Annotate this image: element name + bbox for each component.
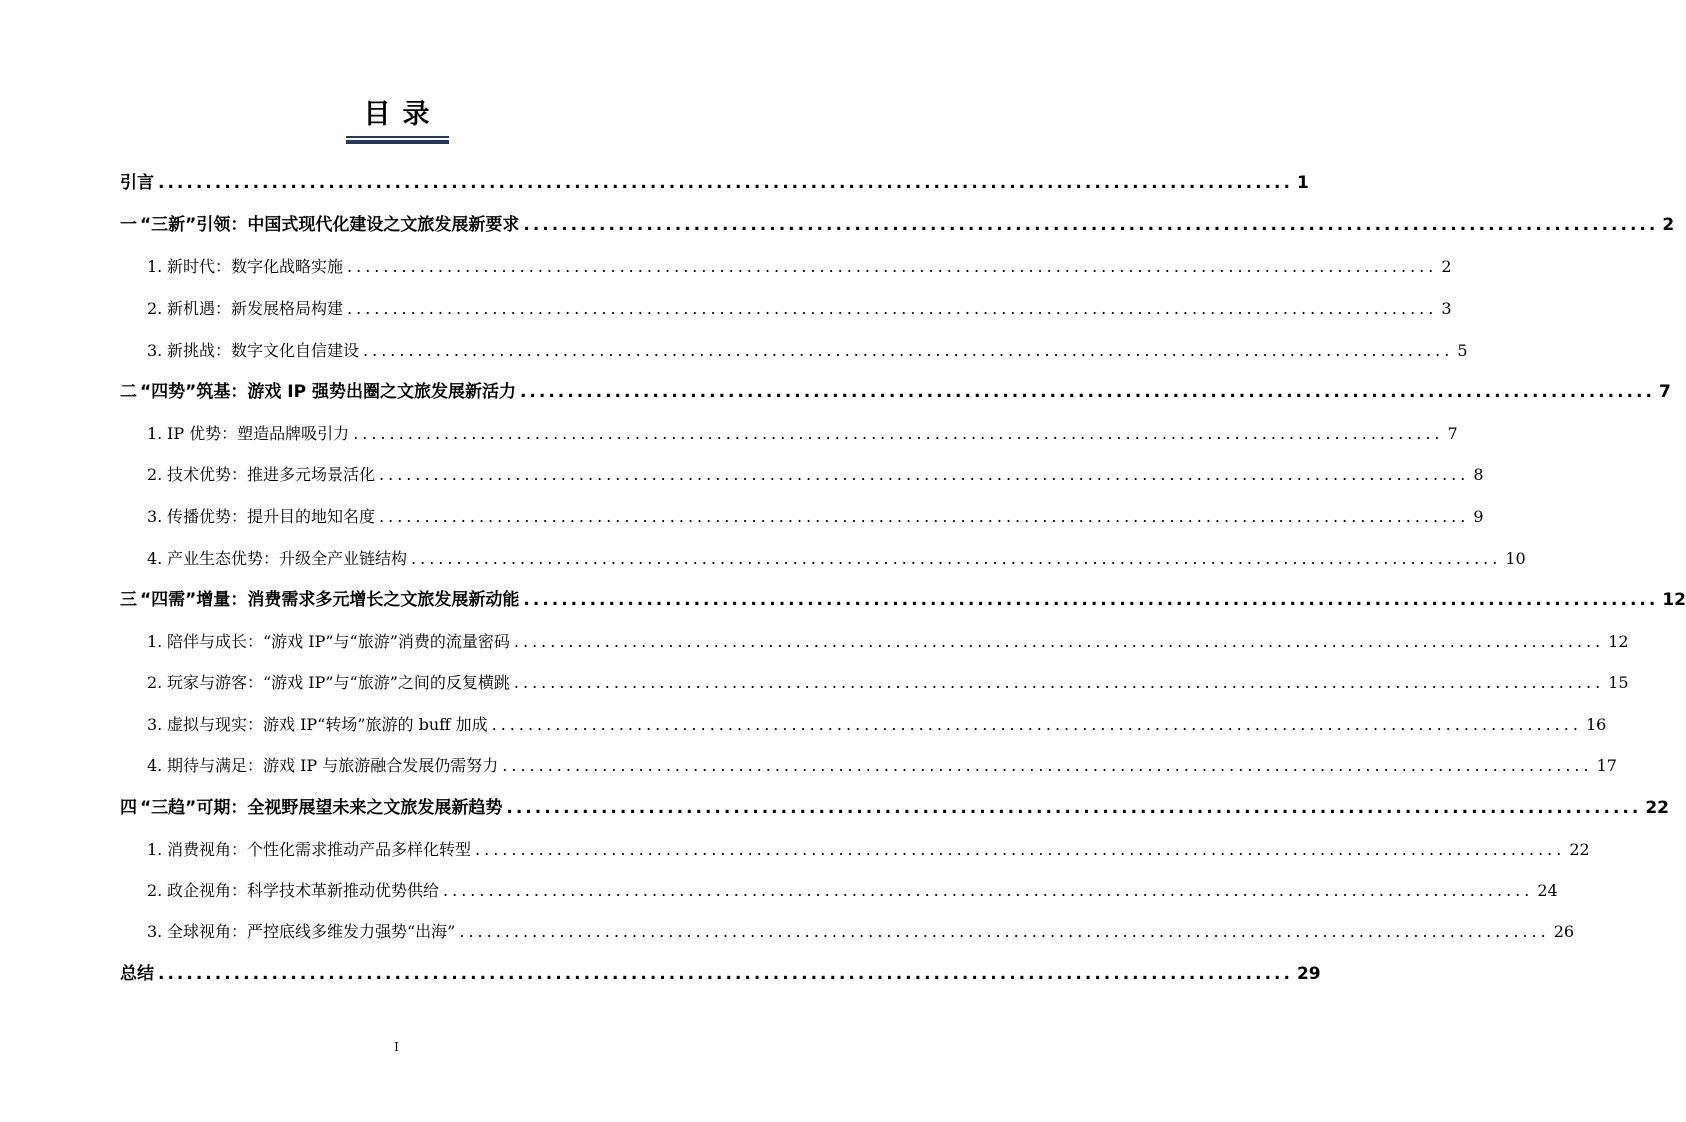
toc-entry-page: 12 bbox=[1662, 590, 1686, 610]
toc-entry-title: 新时代：数字化战略实施 bbox=[167, 257, 344, 276]
toc-entry-title: 玩家与游客：“游戏 IP”与“旅游”之间的反复横跳 bbox=[167, 673, 510, 692]
toc-entry-number: 3. bbox=[147, 507, 163, 526]
toc-chapter-entry[interactable] bbox=[120, 170, 1309, 196]
toc-entry-title: IP 优势：塑造品牌吸引力 bbox=[167, 424, 350, 443]
toc-entry-title: 总结 bbox=[120, 964, 154, 984]
toc-entry-page: 22 bbox=[1569, 840, 1590, 859]
toc-leader-dots: ........................................................................................................................ bbox=[506, 798, 1642, 818]
toc-entry-page: 17 bbox=[1596, 756, 1617, 775]
toc-leader-dots: ........................................................................................................................ bbox=[513, 673, 1605, 692]
toc-leader-dots: ........................................................................................................................ bbox=[363, 341, 1454, 360]
toc-section-entry[interactable] bbox=[147, 753, 1617, 779]
toc-leader-dots: ........................................................................................................................ bbox=[158, 964, 1293, 984]
toc-entry-number: 1. bbox=[147, 840, 163, 859]
toc-leader-dots: ........................................................................................................................ bbox=[519, 382, 1655, 402]
toc-entry-number: 1. bbox=[147, 257, 163, 276]
toc-entry-page: 26 bbox=[1553, 922, 1575, 941]
toc-entry-number: 四 bbox=[120, 798, 137, 818]
toc-section-entry[interactable] bbox=[147, 338, 1468, 364]
toc-chapter-entry[interactable] bbox=[120, 587, 1686, 613]
toc-entry-title: “三趋”可期：全视野展望未来之文旅发展新趋势 bbox=[140, 798, 503, 818]
toc-entry-number: 4. bbox=[147, 549, 163, 568]
toc-leader-dots: ........................................................................................................................ bbox=[502, 756, 1593, 775]
toc-leader-dots: ........................................................................................................................ bbox=[379, 465, 1470, 484]
toc-section-entry[interactable] bbox=[147, 296, 1452, 322]
toc-leader-dots: ........................................................................................................................ bbox=[513, 632, 1605, 651]
title-underline-thick bbox=[346, 140, 449, 144]
toc-entry-page: 1 bbox=[1296, 173, 1309, 193]
toc-section-entry[interactable] bbox=[147, 629, 1629, 655]
toc-entry-title: 全球视角：严控底线多维发力强势“出海” bbox=[167, 922, 456, 941]
toc-entry-page: 7 bbox=[1658, 382, 1671, 402]
toc-section-entry[interactable] bbox=[147, 421, 1458, 447]
toc-entry-number: 3. bbox=[147, 715, 163, 734]
toc-section-entry[interactable] bbox=[147, 670, 1629, 696]
toc-leader-dots: ........................................................................................................................ bbox=[347, 257, 1438, 276]
toc-entry-title: “四势”筑基：游戏 IP 强势出圈之文旅发展新活力 bbox=[140, 382, 516, 402]
toc-entry-page: 16 bbox=[1585, 715, 1607, 734]
toc-entry-title: 新机遇：新发展格局构建 bbox=[167, 299, 344, 318]
toc-entry-title: 虚拟与现实：游戏 IP“转场”旅游的 buff 加成 bbox=[167, 715, 488, 734]
toc-entry-title: “四需”增量：消费需求多元增长之文旅发展新动能 bbox=[140, 590, 520, 610]
title-underline bbox=[346, 136, 449, 138]
toc-entry-page: 22 bbox=[1645, 798, 1669, 818]
toc-leader-dots: ........................................................................................................................ bbox=[491, 715, 1582, 734]
toc-leader-dots: ........................................................................................................................ bbox=[443, 881, 1534, 900]
toc-section-entry[interactable] bbox=[147, 504, 1484, 530]
toc-chapter-entry[interactable] bbox=[120, 795, 1669, 821]
toc-entry-page: 29 bbox=[1296, 964, 1321, 984]
toc-leader-dots: ........................................................................................................................ bbox=[379, 507, 1470, 526]
toc-entry-number: 3. bbox=[147, 341, 163, 360]
toc-leader-dots: ........................................................................................................................ bbox=[411, 549, 1502, 568]
toc-leader-dots: ........................................................................................................................ bbox=[523, 215, 1659, 235]
toc-chapter-entry[interactable] bbox=[120, 961, 1321, 987]
toc-section-entry[interactable] bbox=[147, 919, 1575, 945]
toc-entry-page: 2 bbox=[1441, 257, 1452, 276]
toc-entry-title: 陪伴与成长：“游戏 IP”与“旅游”消费的流量密码 bbox=[167, 632, 510, 651]
toc-section-entry[interactable] bbox=[147, 546, 1526, 572]
toc-entry-page: 10 bbox=[1505, 549, 1526, 568]
toc-leader-dots: ........................................................................................................................ bbox=[353, 424, 1444, 443]
toc-entry-page: 9 bbox=[1473, 507, 1484, 526]
toc-entry-page: 15 bbox=[1608, 673, 1629, 692]
toc-entry-title: 引言 bbox=[120, 173, 154, 193]
toc-entry-number: 2. bbox=[147, 465, 163, 484]
toc-entry-title: “三新”引领：中国式现代化建设之文旅发展新要求 bbox=[140, 215, 520, 235]
toc-section-entry[interactable] bbox=[147, 462, 1484, 488]
toc-entry-number: 3. bbox=[147, 922, 163, 941]
toc-section-entry[interactable] bbox=[147, 254, 1452, 280]
toc-entry-number: 1. bbox=[147, 424, 163, 443]
toc-chapter-entry[interactable] bbox=[120, 379, 1671, 405]
toc-entry-title: 消费视角：个性化需求推动产品多样化转型 bbox=[167, 840, 472, 859]
toc-title: 目录 bbox=[363, 99, 442, 130]
toc-entry-number: 一 bbox=[120, 215, 137, 235]
toc-entry-number: 2. bbox=[147, 299, 163, 318]
toc-entry-title: 技术优势：推进多元场景活化 bbox=[167, 465, 376, 484]
toc-section-entry[interactable] bbox=[147, 837, 1590, 863]
toc-entry-number: 4. bbox=[147, 756, 163, 775]
toc-leader-dots: ........................................................................................................................ bbox=[523, 590, 1659, 610]
toc-leader-dots: ........................................................................................................................ bbox=[347, 299, 1438, 318]
toc-entry-page: 7 bbox=[1447, 424, 1458, 443]
toc-entry-number: 1. bbox=[147, 632, 163, 651]
page-number-footer: I bbox=[394, 1040, 399, 1054]
toc-chapter-entry[interactable] bbox=[120, 212, 1675, 238]
toc-entry-title: 新挑战：数字文化自信建设 bbox=[167, 341, 360, 360]
toc-leader-dots: ........................................................................................................................ bbox=[158, 173, 1293, 193]
toc-entry-number: 2. bbox=[147, 881, 163, 900]
toc-entry-number: 二 bbox=[120, 382, 137, 402]
toc-entry-title: 政企视角：科学技术革新推动优势供给 bbox=[167, 881, 440, 900]
toc-section-entry[interactable] bbox=[147, 878, 1558, 904]
toc-entry-page: 24 bbox=[1537, 881, 1558, 900]
toc-entry-page: 5 bbox=[1457, 341, 1468, 360]
toc-section-entry[interactable] bbox=[147, 712, 1607, 738]
toc-entry-title: 产业生态优势：升级全产业链结构 bbox=[167, 549, 408, 568]
toc-entry-page: 3 bbox=[1441, 299, 1452, 318]
toc-entry-title: 期待与满足：游戏 IP 与旅游融合发展仍需努力 bbox=[167, 756, 499, 775]
toc-entry-page: 12 bbox=[1608, 632, 1629, 651]
toc-leader-dots: ........................................................................................................................ bbox=[475, 840, 1566, 859]
toc-leader-dots: ........................................................................................................................ bbox=[459, 922, 1550, 941]
toc-entry-number: 三 bbox=[120, 590, 137, 610]
toc-entry-number: 2. bbox=[147, 673, 163, 692]
toc-entry-page: 2 bbox=[1662, 215, 1675, 235]
toc-entry-title: 传播优势：提升目的地知名度 bbox=[167, 507, 376, 526]
toc-entry-page: 8 bbox=[1473, 465, 1484, 484]
